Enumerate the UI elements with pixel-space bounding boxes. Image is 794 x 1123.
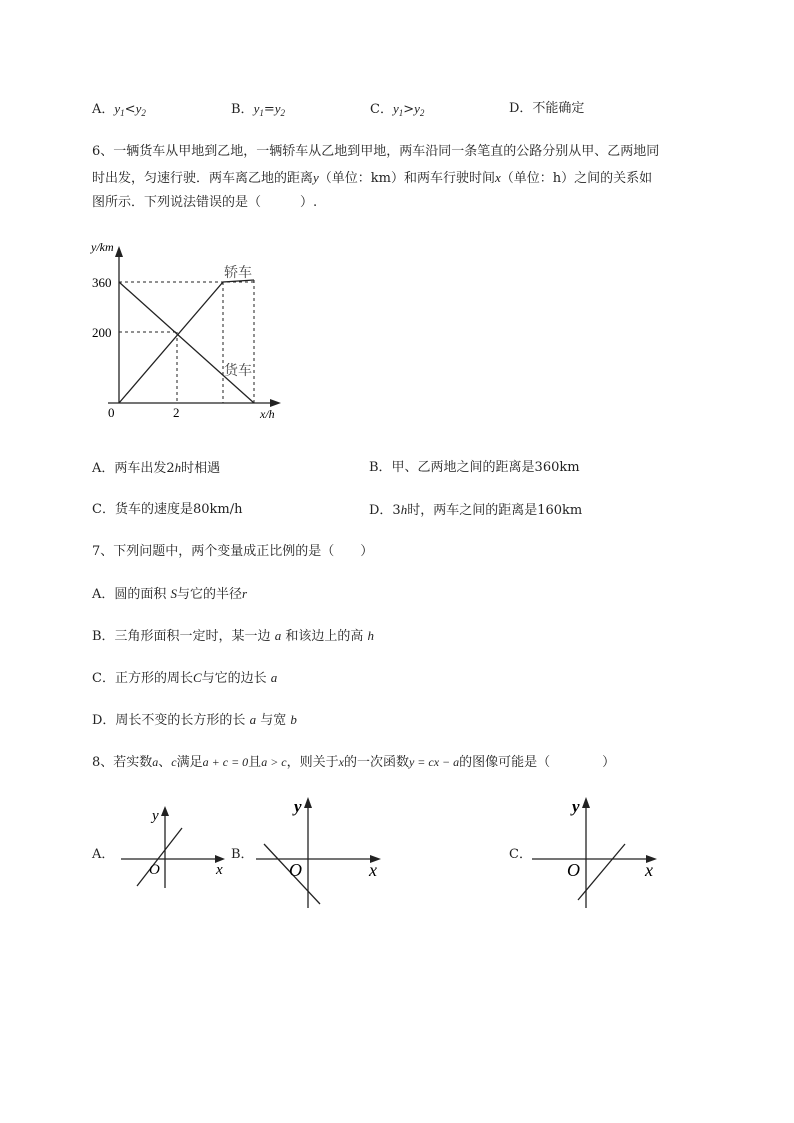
- tick-200: 200: [92, 325, 112, 340]
- truck-line: [119, 282, 254, 403]
- q8-option-b-label: B．: [231, 847, 254, 862]
- y-axis-arrow: [115, 246, 123, 257]
- q8-option-c-label: C．: [509, 847, 532, 862]
- tick-2: 2: [173, 405, 180, 420]
- svg-text:x: x: [645, 860, 653, 880]
- x-axis-label: x/h: [260, 407, 275, 421]
- function-line-c: [578, 844, 625, 900]
- truck-label: 货车: [224, 364, 252, 379]
- svg-text:y: y: [152, 808, 159, 824]
- q6-option-d: D．3h时，两车之间的距离是160km: [369, 502, 583, 518]
- svg-text:y: y: [572, 797, 580, 816]
- q6-option-b: B．甲、乙两地之间的距离是360km: [369, 460, 580, 475]
- q8-stem: 8、若实数a、c满足a + c = 0且a > c，则关于x的一次函数y = cx − a的图像可能是（ ）: [92, 755, 616, 770]
- q5-option-d: D．不能确定: [509, 101, 585, 116]
- svg-text:O: O: [149, 862, 160, 878]
- q8-option-a-label: A．: [92, 847, 115, 862]
- q6-option-a: A．两车出发2h时相遇: [92, 460, 221, 476]
- tick-0: 0: [108, 405, 115, 420]
- q5-option-c: C．$y_1>y_2$: [370, 101, 425, 118]
- q7-option-a: A．圆的面积 S与它的半径r: [92, 586, 248, 602]
- q7-option-c: C．正方形的周长C与它的边长 a: [92, 670, 278, 686]
- tick-360: 360: [92, 275, 112, 290]
- q7-option-d: D．周长不变的长方形的长 a 与宽 b: [92, 712, 297, 728]
- q8-graph-b: [250, 792, 385, 910]
- q5-option-b: B．$y_1=y_2$: [231, 101, 286, 118]
- q6-stem-line2: 时出发，匀速行驶．两车离乙地的距离y（单位：km）和两车行驶时间x（单位：h）之间的关系如: [92, 170, 653, 186]
- svg-text:x: x: [216, 862, 223, 878]
- svg-text:O: O: [567, 860, 580, 880]
- x-axis-arrow: [270, 399, 281, 407]
- q6-stem-line1: 6、一辆货车从甲地到乙地，一辆轿车从乙地到甲地，两车沿同一条笔直的公路分别从甲、乙两地同: [92, 144, 660, 159]
- q6-distance-time-graph: [86, 235, 296, 435]
- car-label: 轿车: [224, 266, 252, 281]
- q7-stem: 7、下列问题中，两个变量成正比例的是（ ）: [92, 544, 374, 559]
- q7-option-b: B．三角形面积一定时，某一边 a 和该边上的高 h: [92, 628, 374, 644]
- q8-graph-a: [115, 802, 235, 892]
- svg-text:y: y: [294, 797, 302, 816]
- svg-text:O: O: [289, 860, 302, 880]
- q6-option-c: C．货车的速度是80km/h: [92, 502, 243, 517]
- q5-option-a: A．$y_1<y_2$: [92, 101, 146, 118]
- svg-text:x: x: [369, 860, 377, 880]
- q6-stem-line3: 图所示．下列说法错误的是（ ）.: [92, 195, 318, 210]
- y-axis-label: y/km: [91, 240, 114, 254]
- q8-graph-c: [528, 792, 663, 910]
